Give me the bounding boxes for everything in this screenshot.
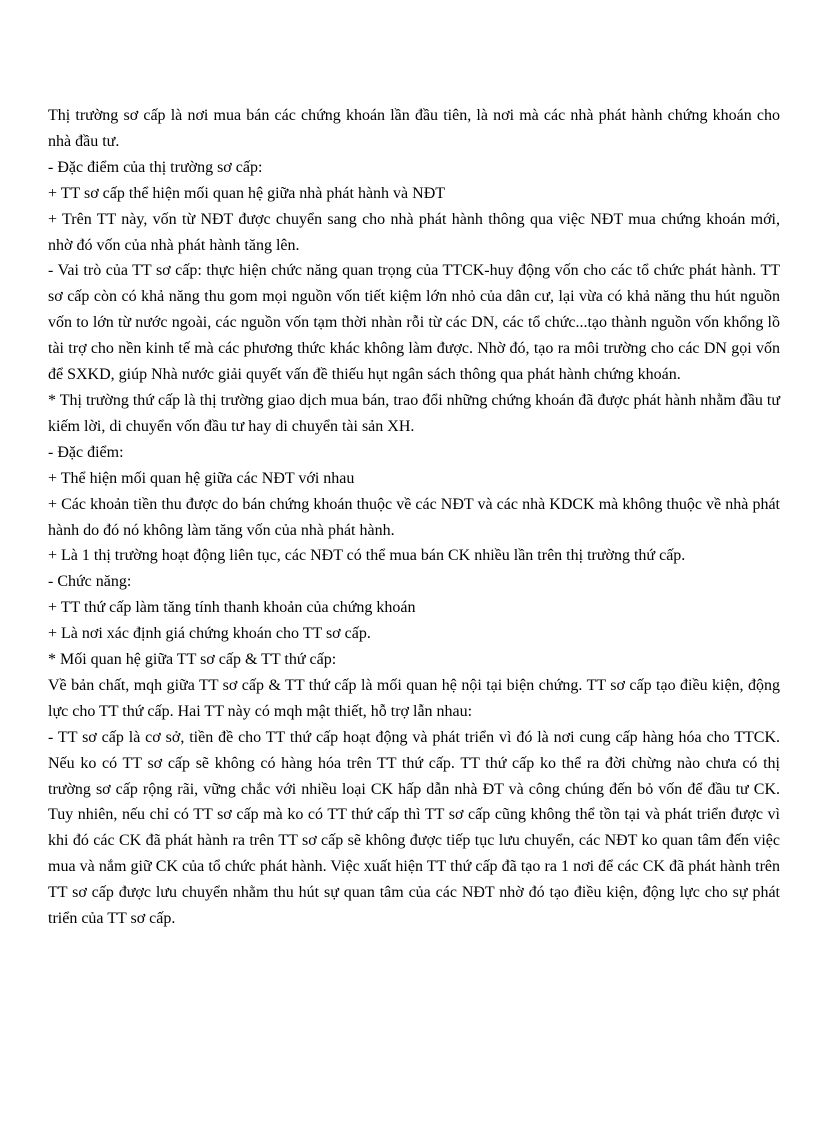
paragraph-secondary-market-definition: * Thị trường thứ cấp là thị trường giao dịch mua bán, trao đổi những chứng khoán đã được phát hành nhằm đầu tư kiếm lời, di chuyển vốn đầu tư hay di chuyển tài sản XH. — [48, 391, 780, 435]
paragraph-primary-market-feature-2: + Trên TT này, vốn từ NĐT được chuyển sang cho nhà phát hành thông qua việc NĐT mua chứng khoán mới, nhờ đó vốn của nhà phát hành tăng lên. — [48, 210, 780, 254]
paragraph-secondary-market-function-1: + TT thứ cấp làm tăng tính thanh khoản của chứng khoán — [48, 599, 416, 617]
paragraph-relationship-summary: Về bản chất, mqh giữa TT sơ cấp & TT thứ cấp là mối quan hệ nội tại biện chứng. TT sơ cấp tạo điều kiện, động lực cho TT thứ cấp. Hai TT này có mqh mật thiết, hỗ trợ lẫn nhau: — [48, 676, 780, 720]
paragraph-secondary-market-feature-3: + Là 1 thị trường hoạt động liên tục, các NĐT có thể mua bán CK nhiều lần trên thị trường thứ cấp. — [48, 547, 686, 565]
paragraph-primary-market-role: - Vai trò của TT sơ cấp: thực hiện chức năng quan trọng của TTCK-huy động vốn cho các tổ chức phát hành. TT sơ cấp còn có khả năng thu gom mọi nguồn vốn tiết kiệm lớn nhỏ của dân cư, lại vừa có khả năng thu hút nguồn vốn to lớn từ nước ngoài, các nguồn vốn tạm thời nhàn rỗi từ các DN, các tổ chức...tạo thành nguồn vốn khổng lồ tài trợ cho nền kinh tế mà các phương thức khác không làm được. Nhờ đó, tạo ra môi trường cho các DN gọi vốn để SXKD, giúp Nhà nước giải quyết vấn đề thiếu hụt ngân sách thông qua phát hành chứng khoán. — [48, 262, 780, 384]
paragraph-secondary-market-feature-1: + Thể hiện mối quan hệ giữa các NĐT với nhau — [48, 469, 355, 487]
paragraph-primary-market-definition: Thị trường sơ cấp là nơi mua bán các chứng khoán lần đầu tiên, là nơi mà các nhà phát hành chứng khoán cho nhà đầu tư. — [48, 107, 780, 150]
paragraph-primary-market-features-heading: - Đặc điểm của thị trường sơ cấp: — [48, 158, 263, 176]
document-body — [48, 103, 780, 932]
paragraph-relationship-detail: - TT sơ cấp là cơ sở, tiền đề cho TT thứ cấp hoạt động và phát triển vì đó là nơi cung cấp hàng hóa cho TTCK. Nếu ko có TT sơ cấp sẽ không có hàng hóa trên TT thứ cấp. TT thứ cấp ko thể ra đời chừng nào chưa có thị trường sơ cấp rộng rãi, vững chắc với nhiều loại CK hấp dẫn nhà ĐT và công chúng đến bỏ vốn để đầu tư CK. Tuy nhiên, nếu chỉ có TT sơ cấp mà ko có TT thứ cấp thì TT sơ cấp cũng không thể tồn tại và phát triển được vì khi đó các CK đã phát hành ra trên TT sơ cấp sẽ không được tiếp tục lưu chuyển, các NĐT ko quan tâm đến việc mua và nắm giữ CK của tổ chức phát hành. Việc xuất hiện TT thứ cấp đã tạo ra 1 nơi để các CK đã phát hành trên TT sơ cấp được lưu chuyển nhằm thu hút sự quan tâm của các NĐT nhờ đó tạo điều kiện, động lực cho sự phát triển của TT sơ cấp. — [48, 728, 780, 928]
paragraph-secondary-market-features-heading: - Đặc điểm: — [48, 443, 124, 461]
paragraph-primary-market-feature-1: + TT sơ cấp thể hiện mối quan hệ giữa nhà phát hành và NĐT — [48, 184, 446, 202]
paragraph-secondary-market-functions-heading: - Chức năng: — [48, 573, 132, 591]
paragraph-relationship-heading: * Mối quan hệ giữa TT sơ cấp & TT thứ cấp: — [48, 651, 337, 669]
paragraph-secondary-market-function-2: + Là nơi xác định giá chứng khoán cho TT sơ cấp. — [48, 625, 371, 643]
paragraph-secondary-market-feature-2: + Các khoản tiền thu được do bán chứng khoán thuộc về các NĐT và các nhà KDCK mà không thuộc về nhà phát hành do đó nó không làm tăng vốn của nhà phát hành. — [48, 495, 780, 539]
